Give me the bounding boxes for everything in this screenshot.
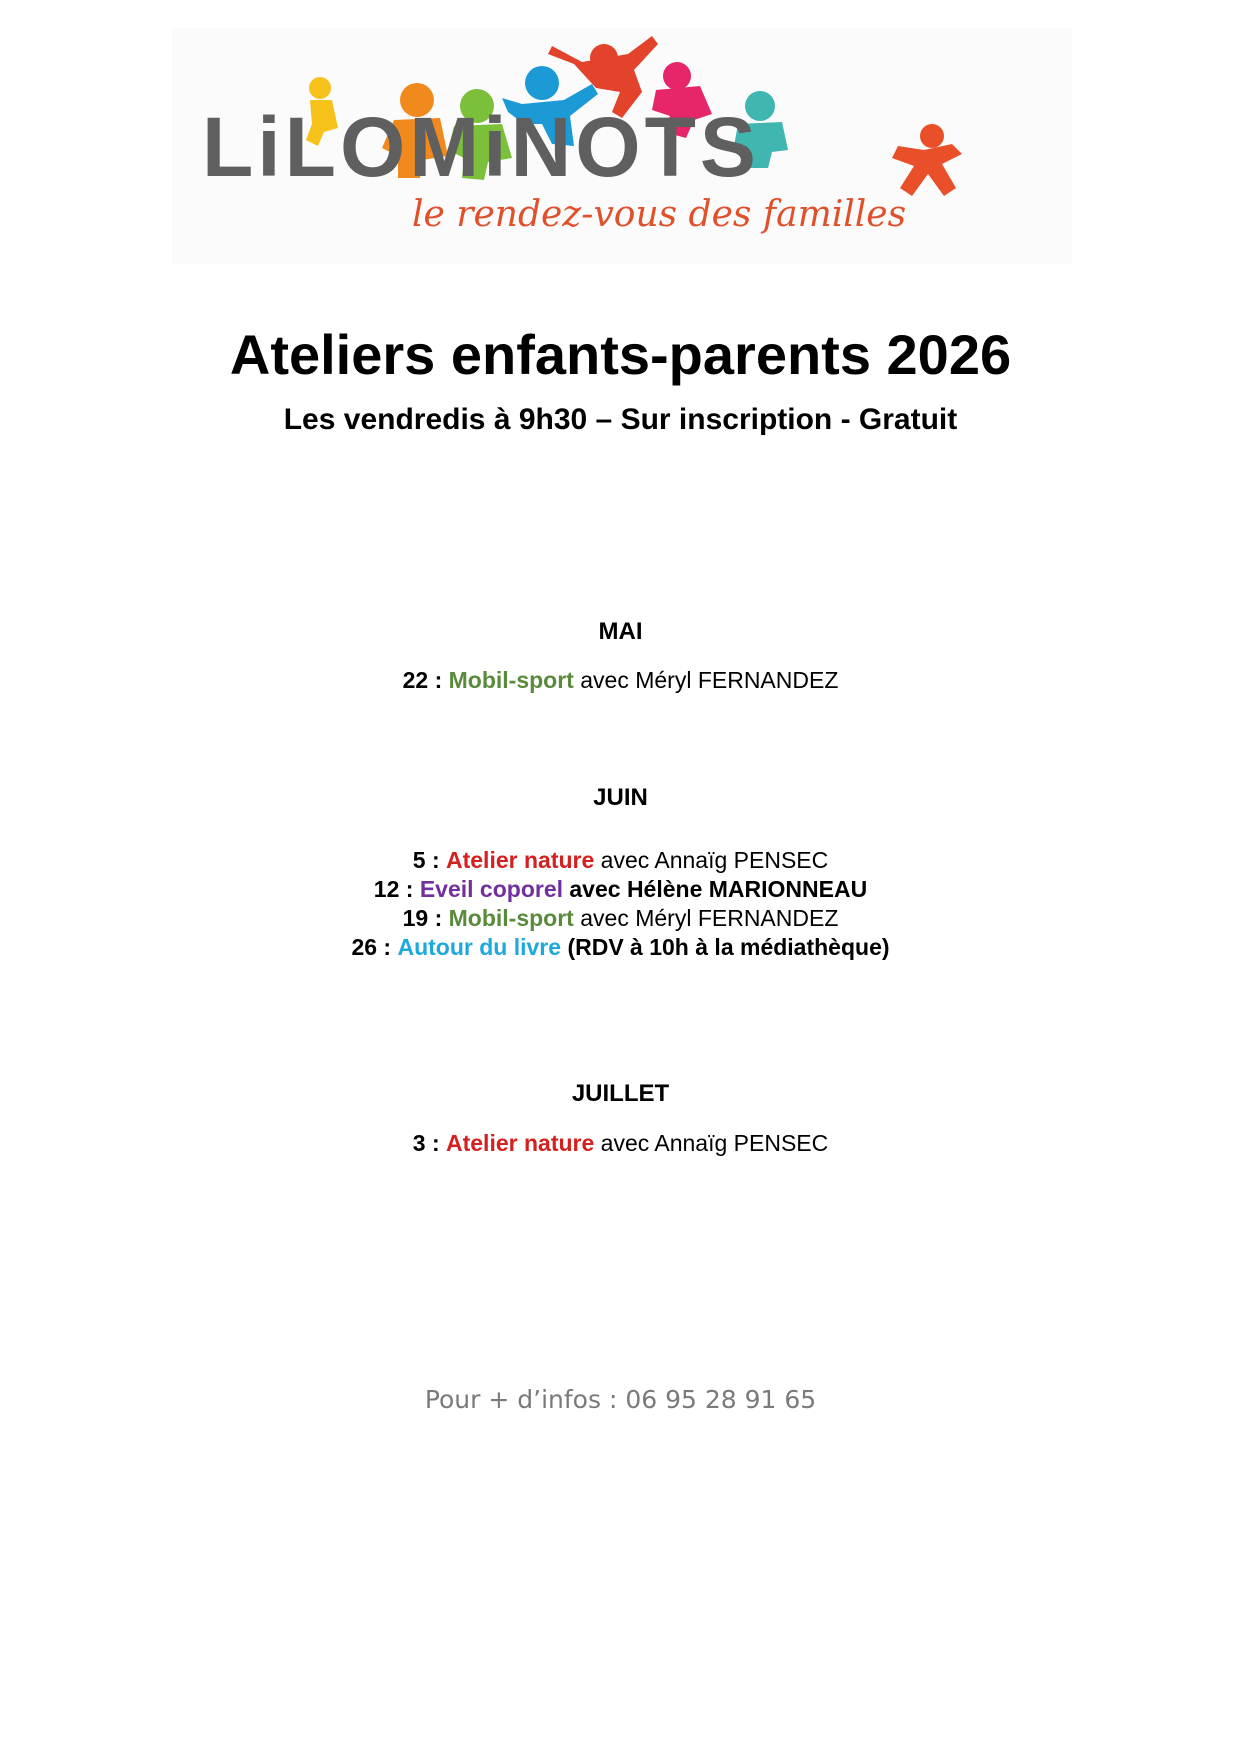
event-line — [0, 666, 1241, 695]
month-heading-juillet: JUILLET — [571, 1080, 670, 1107]
event-line — [0, 846, 1241, 875]
event-day: 19 : — [402, 905, 443, 931]
event-with: avec Méryl FERNANDEZ — [580, 667, 839, 693]
event-with: avec Hélène MARIONNEAU — [569, 876, 868, 902]
svg-text:LiLOMiNOTS: LiLOMiNOTS — [202, 100, 760, 194]
liliminots-logo — [172, 28, 1072, 264]
event-activity: Mobil-sport — [448, 667, 574, 693]
event-activity: Autour du livre — [397, 934, 562, 960]
event-day: 3 : — [412, 1130, 440, 1156]
event-line — [0, 933, 1241, 962]
event-with: avec Annaïg PENSEC — [600, 847, 829, 873]
event-day: 12 : — [373, 876, 414, 902]
page-subtitle: Les vendredis à 9h30 – Sur inscription - Gratuit — [283, 403, 958, 436]
event-with: avec Annaïg PENSEC — [600, 1130, 829, 1156]
month-heading-juin: JUIN — [593, 784, 648, 811]
event-line — [0, 904, 1241, 933]
event-day: 26 : — [351, 934, 392, 960]
svg-text:le rendez-vous des familles: le rendez-vous des familles — [412, 194, 907, 235]
contact-footer: Pour + d’infos : 06 95 28 91 65 — [424, 1385, 817, 1414]
event-activity: Mobil-sport — [448, 905, 574, 931]
event-day: 22 : — [402, 667, 443, 693]
event-with: avec Méryl FERNANDEZ — [580, 905, 839, 931]
month-heading-mai: MAI — [598, 618, 643, 645]
event-activity: Atelier nature — [446, 1130, 595, 1156]
page-title: Ateliers enfants-parents 2026 — [229, 323, 1012, 386]
event-with: (RDV à 10h à la médiathèque) — [567, 934, 890, 960]
event-line — [0, 875, 1241, 904]
event-activity: Eveil coporel — [419, 876, 563, 902]
event-line — [0, 1129, 1241, 1158]
event-activity: Atelier nature — [446, 847, 595, 873]
event-day: 5 : — [412, 847, 440, 873]
